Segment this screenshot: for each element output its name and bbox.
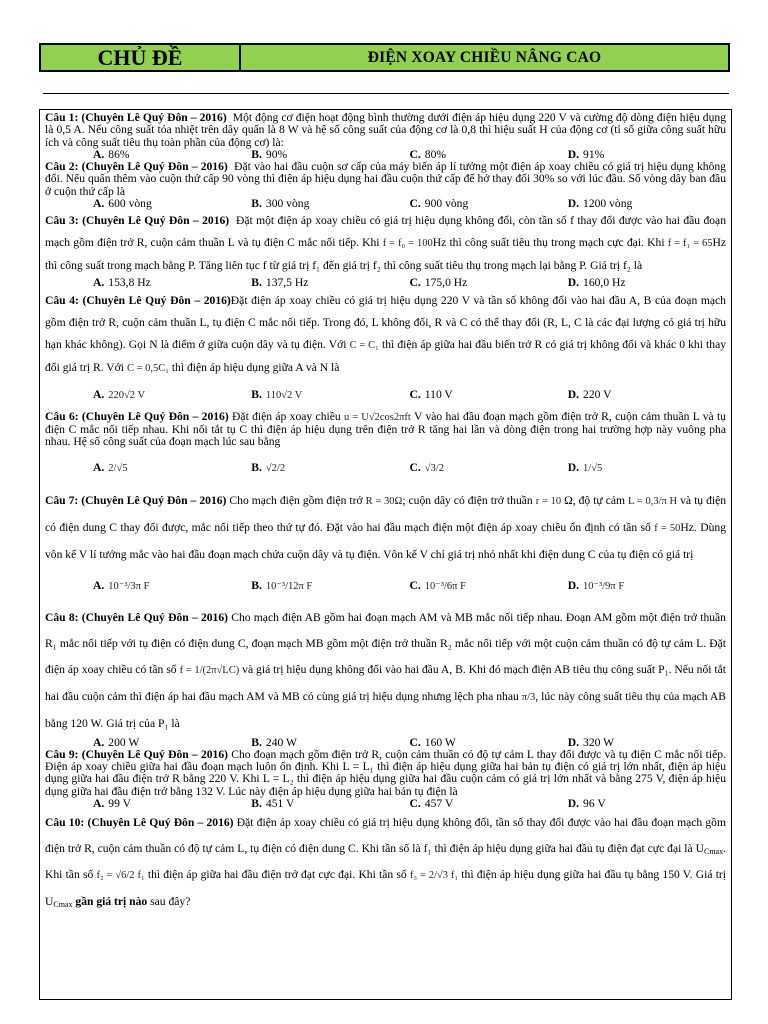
answer-row — [93, 380, 726, 411]
topic-label: CHỦ ĐỀ — [41, 45, 241, 70]
question-text: Đặt một điện áp xoay chiều có giá trị hiệu dụng không đổi, còn tần số f thay đổi được vào hai đầu đoạn mạch gồm điện trở R, cuộn cảm thuần L và tụ điện C mắc nối tiếp. Khi — [45, 214, 726, 250]
option-d[interactable]: D. 96 V — [567, 797, 606, 811]
option-b[interactable]: B. √2/2 — [251, 460, 286, 474]
question-text: Đặt điện áp xoay chiều có giá trị hiệu dụng không đổi, tần số thay đổi được vào hai đầu đoạn mạch gồm điện trở R, cuộn cảm thuần có độ tự cảm L, tụ điện có điện dung C. Khi tần số là f₁ thì điện áp hiệu dụng giữa hai đầu tụ điện đạt cực đại là U — [45, 816, 727, 856]
option-a[interactable]: A. 600 vòng — [93, 197, 152, 211]
formula: f₂ = √6/2 f₁ — [96, 870, 145, 882]
formula: C = 0,5C₁ — [126, 362, 169, 374]
question-1 — [45, 112, 726, 161]
option-b[interactable]: B. 10⁻³/12π F — [251, 578, 313, 592]
option-b[interactable]: B. 90% — [251, 147, 288, 161]
option-b[interactable]: B. 110√2 V — [251, 387, 303, 401]
question-label: Câu 6: (Chuyên Lê Quý Đôn – 2016) — [45, 409, 229, 423]
question-8: Câu 8: (Chuyên Lê Quý Đôn – 2016) Cho mạch điện AB gồm hai đoạn mạch AM và MB mắc nối tiếp nhau. Đoạn AM gồm một điện trở thuần R₁ mắc nối tiếp với tụ điện có điện dung C, đoạn mạch MB gồm một điện trở thuần R₂ mắc nối tiếp với một cuộn cảm thuần có độ tự cảm L. Đặt điện áp xoay chiều có tần số f = 1/(2π√LC) và giá trị hiệu dụng không đổi vào hai đầu A, B. Khi đó mạch điện AB tiêu thụ công suất P₁. Nếu nối tắt hai đầu cuộn cảm thì điện áp hai đầu mạch AM và MB có cùng giá trị hiệu dụng nhưng lệch pha nhau π/3, lúc này công suất tiêu thụ của mạch AB bằng 120 W. Giá trị của P₁ là A. 200 W B. 240 W C. 160 W D. 320 W — [45, 610, 727, 749]
option-d[interactable]: D. 220 V — [567, 388, 612, 402]
formula: R = 30Ω — [365, 495, 403, 507]
option-d[interactable]: D. 91% — [567, 147, 605, 161]
question-text: Cho mạch điện gồm điện trở — [229, 493, 363, 507]
answer-row — [93, 198, 726, 210]
option-a[interactable]: A. 153,8 Hz — [93, 276, 151, 290]
question-7: Câu 7: (Chuyên Lê Quý Đôn – 2016) Cho mạch điện gồm điện trở R = 30Ω; cuộn dây có điện trở thuần r = 10 Ω, độ tự cảm L = 0,3/π H và tụ điện có điện dung C thay đổi được, mắc nối tiếp theo thứ tự đó. Đặt vào hai đầu mạch điện một điện áp xoay chiều ổn định có tần số f = 50Hz. Dùng vôn kế V lí tưởng mắc vào hai đầu đoạn mạch chứa cuộn dây và tụ điện. Vôn kế V chỉ giá trị nhỏ nhất khi điện dung C của tụ điện có giá trị A. 10⁻³/3π F B. 10⁻³/12π F C. 10⁻³/6π F D. 10⁻³/9π F — [45, 488, 726, 605]
option-a[interactable]: A. 86% — [93, 147, 130, 161]
option-c[interactable]: C. 160 W — [409, 735, 456, 749]
question-text: Đặt vào hai đầu cuộn sơ cấp của máy biến áp lí tưởng một điện áp xoay chiều có giá trị hiệu dụng không đổi. Nếu quấn thêm vào cuộn thứ cấp 90 vòng thì điện áp hiệu dụng hai đầu cuộn thứ cấp để hở thay đổi 30% so với lúc đầu. Số vòng dây ban đầu ở cuộn thứ cấp là — [45, 160, 726, 198]
question-label: Câu 8: (Chuyên Lê Quý Đôn – 2016) — [45, 610, 228, 624]
option-c[interactable]: C. 457 V — [409, 797, 454, 811]
formula: f = f₁ = 65 — [667, 238, 713, 250]
option-a[interactable]: A. 10⁻³/3π F — [93, 578, 150, 592]
question-9 — [45, 749, 726, 810]
option-b[interactable]: B. 451 V — [251, 797, 295, 811]
option-a[interactable]: A. 220√2 V — [93, 387, 146, 401]
question-label: Câu 9: (Chuyên Lê Quý Đôn – 2016) — [45, 747, 229, 761]
option-d[interactable]: D. 160,0 Hz — [567, 276, 626, 290]
questions-box — [39, 109, 732, 1000]
question-text: Đặt điện áp xoay chiều — [232, 409, 341, 423]
question-label: Câu 4: (Chuyên Lê Quý Đôn – 2016) — [45, 293, 231, 307]
option-d[interactable]: D. 320 W — [567, 735, 615, 749]
question-text: Cho đoạn mạch gồm điện trở R, cuộn cảm thuần có độ tự cảm L thay đổi được và tụ điện C mắc nối tiếp. Điện áp xoay chiều giữa hai đầu đoạn mạch luôn ổn định. Khi L = L₁ thì điện áp hiệu dụng giữa hai bản tụ điện có giá trị lớn nhất, điện áp hiệu dụng giữa hai đầu điện trở R bằng 220 V. Khi L = L₂ thì điện áp hiệu dụng giữa hai đầu cuộn cảm có giá trị lớn nhất và bằng 275 V, điện áp hiệu dụng giữa hai đầu điện trở bằng 132 V. Lúc này điện áp hiệu dụng giữa hai bản tụ điện là — [45, 747, 726, 798]
option-b[interactable]: B. 300 vòng — [251, 197, 310, 211]
question-text: Cho mạch điện AB gồm hai đoạn mạch AM và MB mắc nối tiếp nhau. Đoạn AM gồm một điện trở thuần R₁ mắc nối tiếp với tụ điện có điện dung C, đoạn mạch MB gồm một điện trở thuần R₂ mắc nối tiếp với một cuộn cảm thuần có độ tự cảm L. Đặt điện áp xoay chiều có tần số — [45, 610, 726, 676]
formula: f = 50 — [654, 522, 681, 534]
option-d[interactable]: D. 10⁻³/9π F — [567, 578, 625, 592]
question-6: Câu 6: (Chuyên Lê Quý Đôn – 2016) Đặt điện áp xoay chiều u = U√2cos2πft V vào hai đầu đoạn mạch gồm điện trở R, cuộn cảm thuần L và tụ điện C mắc nối tiếp nhau. Khi nối tắt tụ C thì điện áp hiệu dụng trên điện trở R tăng hai lần và dòng điện trong hai trường hợp này vuông pha nhau. Hệ số công suất của đoạn mạch lúc sau bằng A. 2/√5 B. √2/2 C. √3/2 D. 1/√5 — [45, 411, 726, 488]
formula: L = 0,3/π H — [628, 495, 678, 507]
answer-row — [93, 449, 726, 488]
option-d[interactable]: D. 1/√5 — [567, 460, 603, 474]
question-label: Câu 1: (Chuyên Lê Quý Đôn – 2016) — [45, 111, 227, 124]
question-label: Câu 7: (Chuyên Lê Quý Đôn – 2016) — [45, 493, 227, 507]
question-label: Câu 2: (Chuyên Lê Quý Đôn – 2016) — [45, 160, 228, 174]
question-label: Câu 3: (Chuyên Lê Quý Đôn – 2016) — [45, 214, 230, 228]
option-c[interactable]: C. 10⁻³/6π F — [409, 578, 466, 592]
option-b[interactable]: B. 137,5 Hz — [251, 276, 309, 290]
answer-row — [93, 277, 726, 289]
question-3: Câu 3: (Chuyên Lê Quý Đôn – 2016) Đặt một điện áp xoay chiều có giá trị hiệu dụng không đổi, còn tần số f thay đổi được vào hai đầu đoạn mạch gồm điện trở R, cuộn cảm thuần L và tụ điện C mắc nối tiếp. Khi f = f₀ = 100Hz thì công suất tiêu thụ trong mạch cực đại. Khi f = f₁ = 65Hz thì công suất trong mạch bằng P. Tăng liên tục f từ giá trị f₁ đến giá trị f₂ thì công suất tiêu thụ trong mạch lại bằng P. Giá trị f₂ là A. 153,8 Hz B. 137,5 Hz C. 175,0 Hz D. 160,0 Hz — [45, 214, 727, 290]
answer-row — [93, 568, 726, 605]
formula: f₃ = 2/√3 f₁ — [409, 870, 459, 882]
option-a[interactable]: A. 99 V — [93, 797, 131, 811]
option-c[interactable]: C. 80% — [409, 147, 447, 161]
formula: f = f₀ = 100 — [382, 238, 433, 250]
option-c[interactable]: C. 900 vòng — [409, 197, 469, 211]
formula: u = U√2cos2πft — [344, 411, 411, 423]
answer-row — [93, 798, 726, 810]
option-a[interactable]: A. 200 W — [93, 735, 140, 749]
topic-title: ĐIỆN XOAY CHIỀU NÂNG CAO — [241, 45, 728, 70]
question-text: Đặt điện áp xoay chiều có giá trị hiệu dụng 220 V và tần số không đổi vào hai đầu A, B của đoạn mạch gồm điện trở R, cuộn cảm thuần L, tụ điện C mắc nối tiếp. Trong đó, L không đổi, R và C có thể thay đổi (R, L, C là các đại lượng có giá trị hữu hạn khác không). Gọi N là điểm ở giữa cuộn dây và tụ điện. Với — [45, 293, 726, 351]
formula: C = C₁ — [349, 339, 379, 351]
question-4: Câu 4: (Chuyên Lê Quý Đôn – 2016)Đặt điện áp xoay chiều có giá trị hiệu dụng 220 V và tần số không đổi vào hai đầu A, B của đoạn mạch gồm điện trở R, cuộn cảm thuần L, tụ điện C mắc nối tiếp. Trong đó, L không đổi, R và C có thể thay đổi (R, L, C là các đại lượng có giá trị hữu hạn khác không). Gọi N là điểm ở giữa cuộn dây và tụ điện. Với C = C₁ thì điện áp giữa hai đầu biến trở R có giá trị không đổi và khác 0 khi thay đổi giá trị R. Với C = 0,5C₁ thì điện áp hiệu dụng giữa A và N là A. 220√2 V B. 110√2 V C. 110 V D. 220 V — [45, 290, 726, 411]
option-c[interactable]: C. 175,0 Hz — [409, 276, 468, 290]
topic-header — [39, 43, 730, 72]
option-a[interactable]: A. 2/√5 — [93, 460, 128, 474]
question-10: Câu 10: (Chuyên Lê Quý Đôn – 2016) Đặt điện áp xoay chiều có giá trị hiệu dụng không đổi, tần số thay đổi được vào hai đầu đoạn mạch gồm điện trở R, cuộn cảm thuần có độ tự cảm L, tụ điện có điện dung C. Khi tần số là f₁ thì điện áp hiệu dụng giữa hai đầu tụ điện đạt cực đại là $U_{Cmax}$. Khi tần số f₂ = √6/2 f₁ thì điện áp giữa hai đầu điện trở đạt cực đại. Khi tần số f₃ = 2/√3 f₁ thì điện áp hiệu dụng giữa hai đầu tụ bằng 150 V. Giá trị $U_{Cmax}$ gần giá trị nào sau đây? — [45, 816, 727, 910]
formula: π/3 — [521, 691, 536, 703]
option-d[interactable]: D. 1200 vòng — [567, 197, 633, 211]
option-b[interactable]: B. 240 W — [251, 735, 297, 749]
formula: f = 1/(2π√LC) — [179, 664, 240, 676]
question-label: Câu 10: (Chuyên Lê Quý Đôn – 2016) — [45, 816, 234, 830]
question-2 — [45, 161, 726, 210]
option-c[interactable]: C. 110 V — [409, 388, 453, 402]
formula: r = 10 — [535, 495, 562, 507]
option-c[interactable]: C. √3/2 — [409, 460, 444, 474]
question-text: Một động cơ điện hoạt động bình thường dưới điện áp hiệu dụng 220 V và cường độ dòng điện hiệu dụng là 0,5 A. Nếu công suất tỏa nhiệt trên dây quấn là 8 W và hệ số công suất của động cơ là 0,8 thì hiệu suất H của động cơ (tỉ số giữa công suất hữu ích và công suất tiêu thụ toàn phần của động cơ) là: — [45, 111, 726, 149]
header-divider — [43, 93, 729, 94]
